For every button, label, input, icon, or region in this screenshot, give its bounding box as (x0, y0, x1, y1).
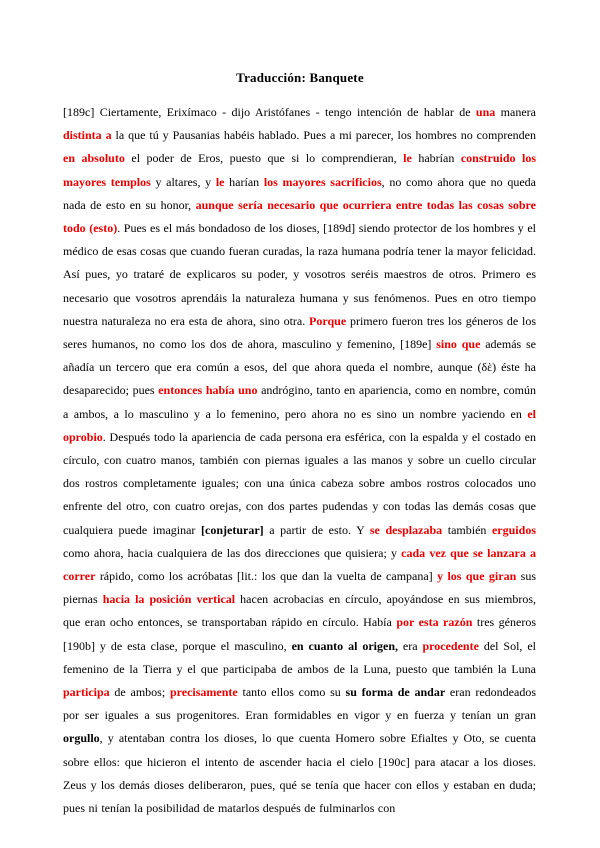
text-run: como ahora, hacia cualquiera de las dos direcciones que quisiera; y (63, 545, 402, 560)
text-run: también (442, 522, 492, 537)
text-run: , no como ahora que no queda nada de esto en su honor, (63, 174, 537, 212)
red-highlight-run: Porque (309, 313, 347, 328)
text-run: hacen acrobacias en círculo, apoyándose en sus miembros, que eran ocho entonces, se transportaban rápido en círculo. Había (63, 592, 537, 630)
red-highlight-run: en absoluto (63, 151, 125, 166)
red-highlight-run: aunque sería necesario que ocurriera entre todas las cosas sobre todo (esto) (63, 197, 536, 236)
red-highlight-run: procedente (422, 638, 479, 653)
red-highlight-run: le (403, 151, 412, 166)
red-highlight-run: los mayores sacrificios (263, 174, 382, 189)
text-run: primero fueron tres los géneros de los seres humanos, no como los dos de ahora, masculino y femenino, [189e] (63, 313, 536, 352)
red-highlight-run: precisamente (169, 685, 238, 700)
text-run: de ambos; (109, 685, 170, 700)
red-highlight-run: cada vez que se lanzara a correr (63, 545, 537, 584)
text-run: harían (224, 174, 264, 189)
text-run: tanto ellos como su (237, 685, 346, 700)
text-run: del Sol, el femenino de la Tierra y el que participaba de ambos de la Luna, puesto que también la Luna (63, 638, 537, 676)
red-highlight-run: erguidos (491, 522, 536, 537)
red-highlight-run: el oprobio (63, 406, 536, 444)
text-run: y altares, y (150, 174, 216, 189)
bold-run: orgullo (63, 731, 100, 746)
text-run: . Después todo la apariencia de cada persona era esférica, con la espalda y el costado en círculo, con cuatro manos, también con piernas iguales a las manos y sobre un cuello circular dos rostros completamente iguales; con una única cabeza sobre ambos rostros colocados uno enfrente del otro, con cuatro orejas, con dos partes pudendas y con todas las demás cosas que cualquiera puede imaginar (63, 429, 536, 537)
text-run: habrían (411, 151, 461, 166)
red-highlight-run: le (215, 174, 225, 189)
text-run: a partir de esto. Y (263, 522, 370, 537)
text-run: [189c] Ciertamente, Erixímaco - dijo Aristófanes - tengo intención de hablar de (63, 105, 476, 119)
text-run: la que tú y Pausanias habéis hablado. Pues a mi parecer, los hombres no comprenden (111, 128, 536, 143)
text-run: rápido, como los acróbatas [lit.: los que dan la vuelta de campana] (95, 569, 438, 584)
red-highlight-run: sino que (436, 337, 481, 352)
text-run: eran redondeados por ser iguales a sus progenitores. Eran formidables en vigor y en fuerza y tenían un gran (63, 685, 536, 723)
text-run: era (398, 638, 423, 653)
document-title: Traducción: Banquete (236, 70, 364, 85)
text-run: . Pues es el más bondadoso de los dioses, [189d] siendo protector de los hombres y el médico de esas cosas que cuando fueran curadas, la raza humana podría tener la mayor felicidad. Así pues, yo trataré de explicaros su poder, y vosotros seréis maestros de otros. Primero es necesario que vosotros aprendáis la naturaleza humana y sus fenómenos. Pues en otro tiempo nuestra naturaleza no era esta de ahora, sino otra. (63, 221, 537, 328)
text-run: además se añadía un tercero que era común a esos, del que ahora queda el nombre, aunque (δὲ) éste ha desaparecido; pues (63, 337, 536, 398)
red-highlight-run: una (475, 105, 496, 119)
text-run: tres géneros [190b] y de esta clase, porque el masculino, (63, 615, 536, 653)
bold-run: [conjeturar] (201, 522, 264, 537)
text-run: manera (495, 105, 536, 119)
text-run: sus piernas (63, 569, 536, 607)
bold-run: en cuanto al origen, (291, 638, 399, 653)
text-run: , y atentaban contra los dioses, lo que cuenta Homero sobre Efialtes y Oto, se cuenta sobre ellos: que hicieron el intento de ascender hacia el cielo [190c] para atacar a los dioses. Zeus y los demás dioses deliberaron, pues, qué se tenía que hacer con ellos y estaban en duda; pues ni tenían la posibilidad de matarlos después de fulminarlos con (63, 731, 536, 816)
red-highlight-run: entonces había uno (158, 383, 258, 398)
red-highlight-run: y los que giran (437, 569, 517, 584)
text-run: el poder de Eros, puesto que si lo comprendieran, (124, 151, 404, 166)
bold-run: su forma de andar (345, 685, 446, 700)
red-highlight-run: participa (63, 685, 110, 700)
text-run: andrógino, tanto en apariencia, como en nombre, común a ambos, a lo masculino y a lo femenino, pero ahora no es sino un nombre yaciendo en (63, 383, 536, 421)
red-highlight-run: distinta a (63, 128, 112, 143)
document-body-paragraph (63, 101, 536, 820)
red-highlight-run: construido los mayores templos (63, 151, 537, 189)
red-highlight-run: hacia la posición vertical (102, 592, 236, 607)
red-highlight-run: por esta razón (396, 615, 473, 630)
red-highlight-run: se desplazaba (369, 522, 443, 537)
